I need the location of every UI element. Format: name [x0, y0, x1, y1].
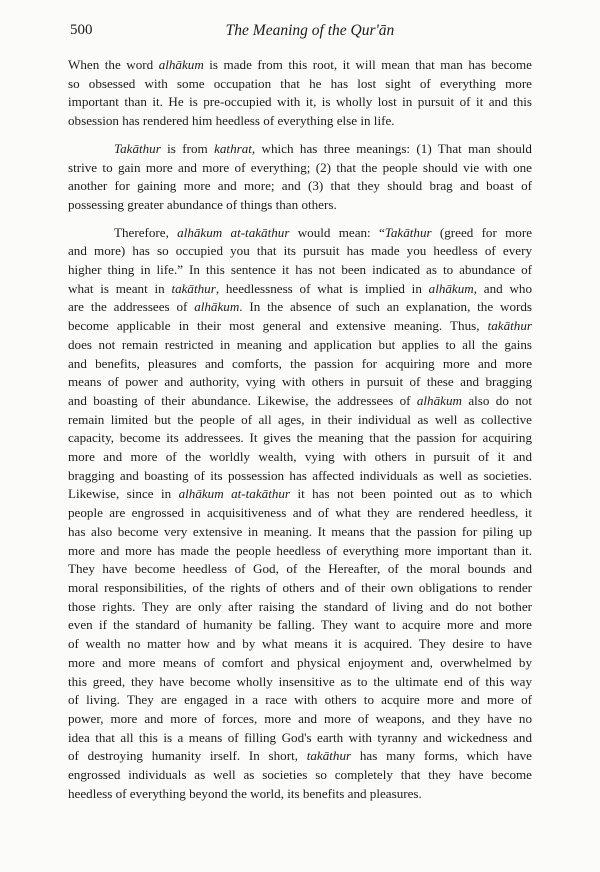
- text-line: bragging and boasting of its possession has affected individuals as well as societies.: [68, 467, 532, 483]
- text-line: this greed, they have become wholly insensitive as to the ultimate end of this way: [68, 673, 532, 689]
- text-line: more and more of the worldly wealth, vying with others in pursuit of it and: [68, 449, 532, 465]
- text-line: When the word alhākum is made from this root, it will mean that man has become: [68, 57, 532, 72]
- text-line: power, more and more of forces, more and more of weapons, and they have no: [68, 710, 532, 726]
- text-line: and more) has so occupied you that its pursuit has made you heedless of every: [68, 243, 532, 259]
- text-line: more and more means of comfort and physical enjoyment and, overwhelmed by: [68, 654, 532, 670]
- text-line: what is meant in takāthur, heedlessness of what is implied in alhākum, and who: [68, 280, 532, 296]
- running-title: The Meaning of the Qur'ān: [225, 22, 395, 39]
- text-line: of wealth no matter how and by what means it is acquired. They desire to have: [68, 636, 532, 652]
- text-line: another for gaining more and more; and (3) that they should brag and boast of: [68, 178, 532, 194]
- text-line: of living. They are engaged in a race with others to acquire more and more of: [68, 692, 532, 708]
- text-line: Likewise, since in alhākum at-takāthur it has not been pointed out as to which: [68, 486, 532, 502]
- text-line: idea that all this is a means of filling God's earth with tyranny and wickedness and: [68, 729, 532, 745]
- text-line: of destroying humanity irself. In short, takāthur has many forms, which have: [68, 748, 532, 764]
- text-line: obsession has rendered him heedless of everything else in life.: [68, 113, 395, 129]
- text-line: Therefore, alhākum at-takāthur would mean: “Takāthur (greed for more: [114, 224, 532, 240]
- text-line: more and more has made the people heedless of everything more important than it.: [68, 542, 532, 558]
- paragraph-1: [68, 56, 532, 131]
- page-body: [68, 56, 532, 803]
- text-line: important than it. He is pre-occupied with it, is wholly lost in pursuit of it and this: [68, 94, 532, 110]
- text-line: become applicable in their most general and extensive meaning. Thus, takāthur: [68, 318, 532, 334]
- text-line: They have become heedless of God, of the Hereafter, of the moral bounds and: [68, 561, 532, 577]
- text-line: heedless of everything beyond the world, its benefits and pleasures.: [68, 785, 422, 801]
- text-line: has also become very extensive in meaning. It means that the passion for piling up: [68, 523, 532, 539]
- text-line: means of power and authority, vying with others in pursuit of these and bragging: [68, 374, 532, 390]
- page-number: 500: [70, 22, 93, 38]
- text-line: and boasting of their abundance. Likewise, the addressees of alhākum also do not: [68, 392, 532, 408]
- text-line: remain limited but the people of all ages, in their individual as well as collective: [68, 411, 532, 427]
- text-line: strive to gain more and more of everything; (2) that the people should vie with one: [68, 159, 532, 175]
- text-line: those rights. They are only after raising the standard of living and do not bother: [68, 598, 532, 614]
- text-line: Takāthur is from kathrat, which has three meanings: (1) That man should: [114, 140, 532, 156]
- text-line: engrossed individuals as well as societies so completely that they have become: [68, 767, 532, 783]
- text-line: higher thing in life.” In this sentence it has not been indicated as to abundance of: [68, 262, 532, 278]
- text-line: possessing greater abundance of things than others.: [68, 196, 337, 212]
- page-header: [70, 22, 550, 44]
- text-line: even if the standard of humanity be falling. They want to acquire more and more: [68, 617, 532, 633]
- text-line: people are engrossed in acquisitiveness and of what they are rendered heedless, it: [68, 505, 532, 521]
- text-line: capacity, become its addressees. It gives the meaning that the passion for acquiring: [68, 430, 532, 446]
- text-line: moral responsibilities, of the rights of others and of their own obligations to render: [68, 579, 532, 595]
- text-line: so obsessed with some occupation that he has lost sight of everything more: [68, 75, 532, 91]
- paragraph-3: [68, 224, 532, 804]
- text-line: are the addressees of alhākum. In the absence of such an explanation, the words: [68, 299, 533, 315]
- paragraph-2: [68, 140, 532, 215]
- text-line: does not remain restricted in meaning and application but applies to all the gains: [68, 336, 532, 352]
- text-line: and benefits, pleasures and comforts, the passion for acquiring more and more: [68, 355, 532, 371]
